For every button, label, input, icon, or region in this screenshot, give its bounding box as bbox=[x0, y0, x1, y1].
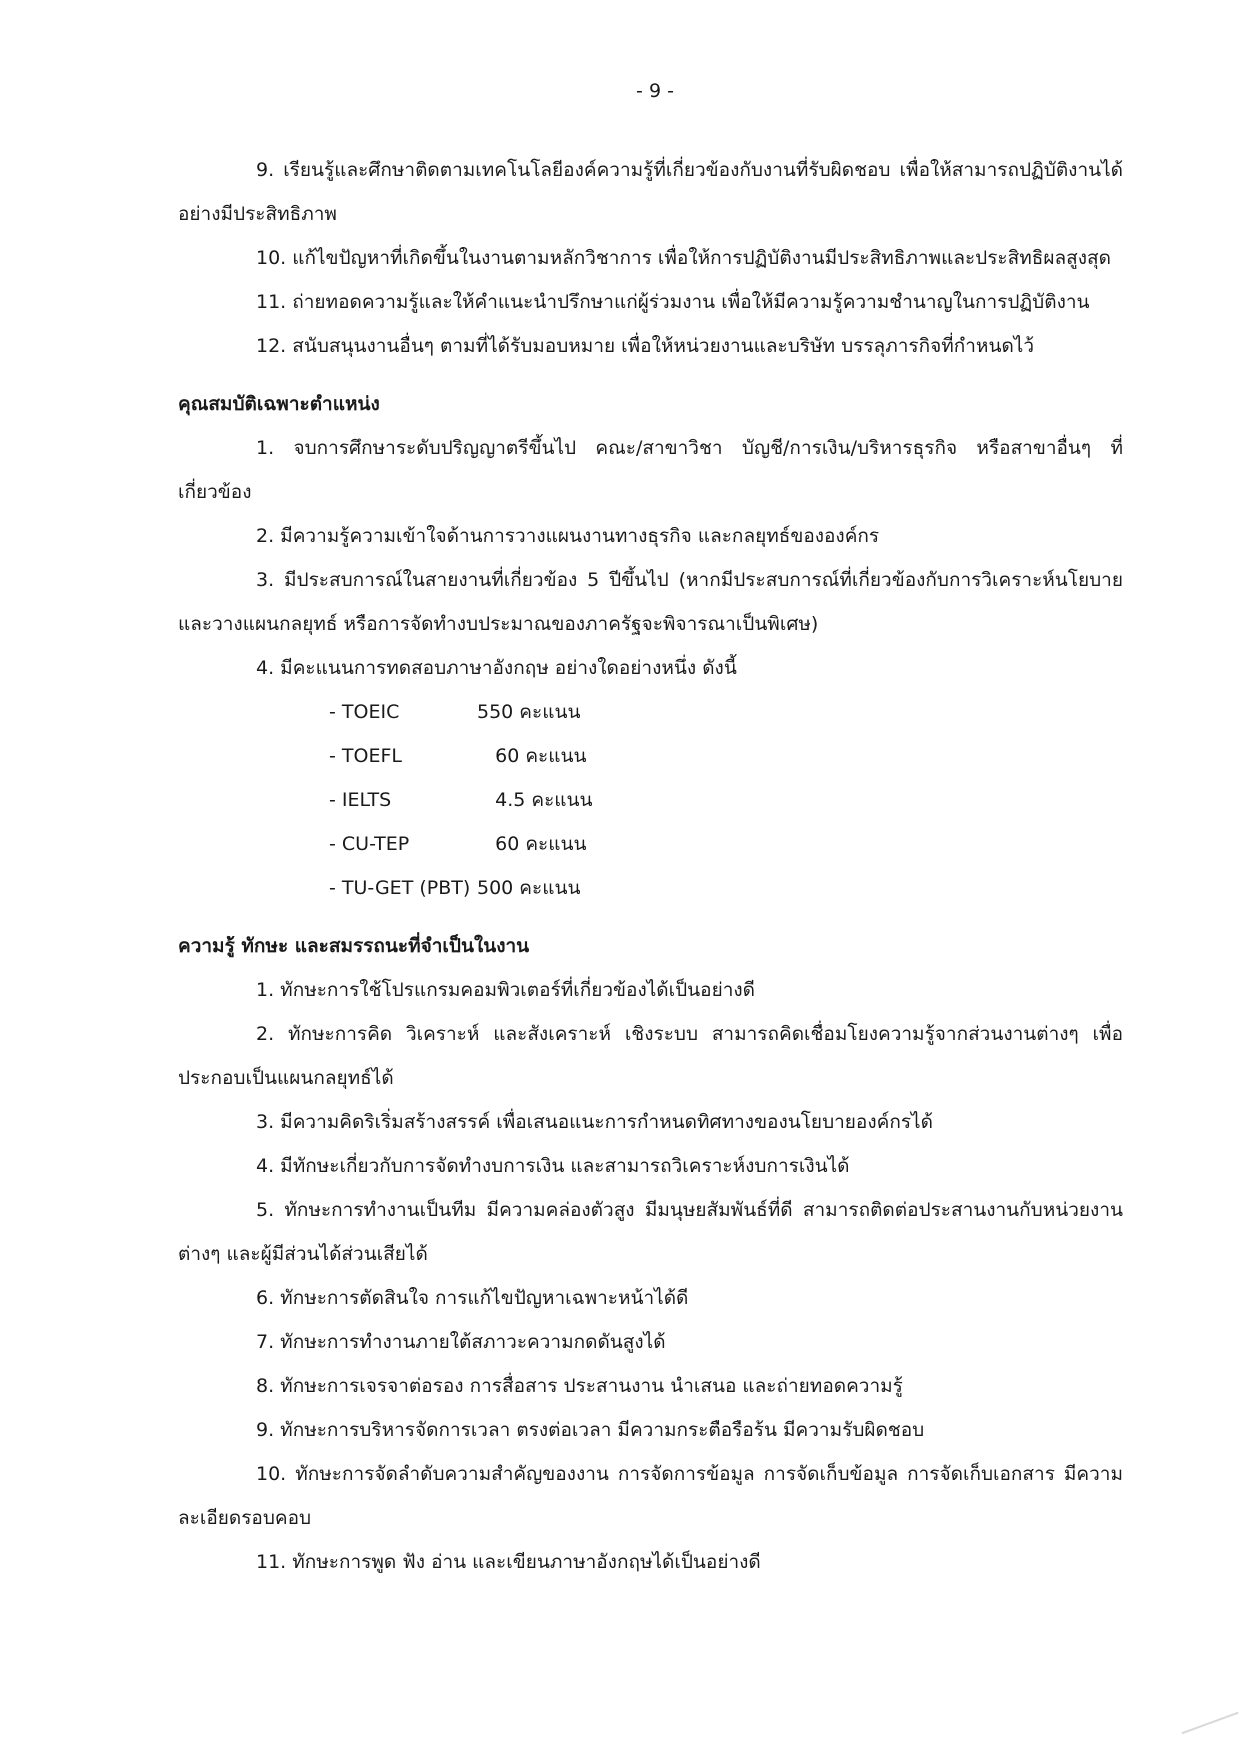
score-value: 550 คะแนน bbox=[477, 701, 581, 723]
skill-item: 9. ทักษะการบริหารจัดการเวลา ตรงต่อเวลา มีความกระตือรือร้น มีความรับผิดชอบ bbox=[256, 1419, 925, 1441]
skill-item: 4. มีทักษะเกี่ยวกับการจัดทำงบการเงิน และสามารถวิเคราะห์งบการเงินได้ bbox=[256, 1155, 850, 1177]
document-body bbox=[178, 148, 1123, 1584]
score-test-name: - IELTS bbox=[329, 789, 392, 811]
score-test-name: - TOEIC bbox=[329, 701, 400, 723]
page-number: - 9 - bbox=[636, 80, 674, 102]
skill-item: 2. ทักษะการคิด วิเคราะห์ และสังเคราะห์ เชิงระบบ สามารถคิดเชื่อมโยงความรู้จากส่วนงานต่างๆ เพื่อประกอบเป็นแผนกลยุทธ์ได้ bbox=[178, 1023, 1123, 1089]
skills-heading: ความรู้ ทักษะ และสมรรถนะที่จำเป็นในงาน bbox=[178, 935, 530, 957]
skill-item: 8. ทักษะการเจรจาต่อรอง การสื่อสาร ประสานงาน นำเสนอ และถ่ายทอดความรู้ bbox=[256, 1375, 903, 1397]
responsibility-item: 9. เรียนรู้และศึกษาติดตามเทคโนโลยีองค์ความรู้ที่เกี่ยวข้องกับงานที่รับผิดชอบ เพื่อให้สามารถปฏิบัติงานได้อย่างมีประสิทธิภาพ bbox=[178, 159, 1123, 225]
score-row-ielts bbox=[329, 778, 1123, 822]
qualification-item: 3. มีประสบการณ์ในสายงานที่เกี่ยวข้อง 5 ปีขึ้นไป (หากมีประสบการณ์ที่เกี่ยวข้องกับการวิเคราะห์นโยบายและวางแผนกลยุทธ์ หรือการจัดทำงบประมาณของภาครัฐจะพิจารณาเป็นพิเศษ) bbox=[178, 569, 1123, 635]
responsibility-item: 10. แก้ไขปัญหาที่เกิดขึ้นในงานตามหลักวิชาการ เพื่อให้การปฏิบัติงานมีประสิทธิภาพและประสิทธิผลสูงสุด bbox=[256, 247, 1111, 269]
score-test-name: - TOEFL bbox=[329, 745, 402, 767]
score-row-toefl bbox=[329, 734, 1123, 778]
skill-item: 1. ทักษะการใช้โปรแกรมคอมพิวเตอร์ที่เกี่ยวข้องได้เป็นอย่างดี bbox=[256, 979, 755, 1001]
qualification-item: 4. มีคะแนนการทดสอบภาษาอังกฤษ อย่างใดอย่างหนึ่ง ดังนี้ bbox=[256, 657, 737, 679]
score-value: 500 คะแนน bbox=[477, 877, 581, 899]
skill-item: 7. ทักษะการทำงานภายใต้สภาวะความกดดันสูงได้ bbox=[256, 1331, 666, 1353]
qualifications-heading: คุณสมบัติเฉพาะตำแหน่ง bbox=[178, 393, 380, 415]
skill-item: 5. ทักษะการทำงานเป็นทีม มีความคล่องตัวสูง มีมนุษยสัมพันธ์ที่ดี สามารถติดต่อประสานงานกับหน่วยงานต่างๆ และผู้มีส่วนได้ส่วนเสียได้ bbox=[178, 1199, 1123, 1265]
qualification-item: 1. จบการศึกษาระดับปริญญาตรีขึ้นไป คณะ/สาขาวิชา บัญชี/การเงิน/บริหารธุรกิจ หรือสาขาอื่นๆ ที่เกี่ยวข้อง bbox=[178, 437, 1123, 503]
skill-item: 10. ทักษะการจัดลำดับความสำคัญของงาน การจัดการข้อมูล การจัดเก็บข้อมูล การจัดเก็บเอกสาร มีความละเอียดรอบคอบ bbox=[178, 1463, 1123, 1529]
skill-item: 6. ทักษะการตัดสินใจ การแก้ไขปัญหาเฉพาะหน้าได้ดี bbox=[256, 1287, 689, 1309]
score-test-name: - TU-GET (PBT) bbox=[329, 877, 471, 899]
skill-item: 11. ทักษะการพูด ฟัง อ่าน และเขียนภาษาอังกฤษได้เป็นอย่างดี bbox=[256, 1551, 761, 1573]
responsibility-item: 12. สนับสนุนงานอื่นๆ ตามที่ได้รับมอบหมาย เพื่อให้หน่วยงานและบริษัท บรรลุภารกิจที่กำหนดไว้ bbox=[256, 335, 1035, 357]
score-row-tu-get bbox=[329, 866, 1123, 910]
responsibility-item: 11. ถ่ายทอดความรู้และให้คำแนะนำปรึกษาแก่ผู้ร่วมงาน เพื่อให้มีความรู้ความชำนาญในการปฏิบัติงาน bbox=[256, 291, 1090, 313]
scan-artifact-line bbox=[1181, 1712, 1238, 1734]
score-value: 60 คะแนน bbox=[477, 833, 587, 855]
qualification-item: 2. มีความรู้ความเข้าใจด้านการวางแผนงานทางธุรกิจ และกลยุทธ์ขององค์กร bbox=[256, 525, 880, 547]
english-score-list bbox=[329, 690, 1123, 910]
score-test-name: - CU-TEP bbox=[329, 833, 410, 855]
score-value: 4.5 คะแนน bbox=[477, 789, 593, 811]
score-row-cu-tep bbox=[329, 822, 1123, 866]
score-row-toeic bbox=[329, 690, 1123, 734]
skill-item: 3. มีความคิดริเริ่มสร้างสรรค์ เพื่อเสนอแนะการกำหนดทิศทางของนโยบายองค์กรได้ bbox=[256, 1111, 933, 1133]
score-value: 60 คะแนน bbox=[477, 745, 587, 767]
